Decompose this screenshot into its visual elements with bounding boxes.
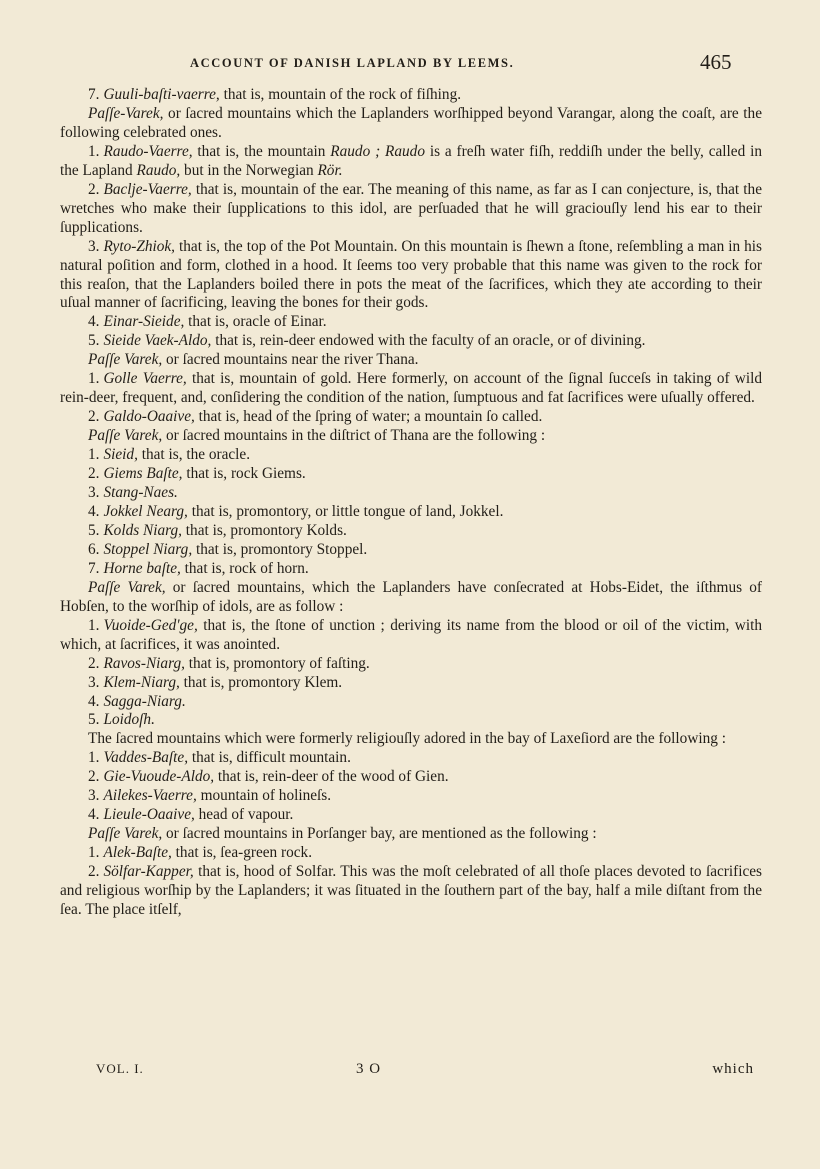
entry-term: Kolds Niarg, xyxy=(103,521,182,539)
entry-term: Klem-Niarg, xyxy=(103,673,180,691)
entry-text: or ſacred mountains, which the Laplanders have conſecrated at Hobs-Eidet, the iſthmus of Hobſen, to the worſhip of idols, are as follow : xyxy=(60,578,762,615)
entry-paragraph xyxy=(60,446,762,465)
entry-term: Vuoide-Ged'ge, xyxy=(103,616,198,634)
entry-term: Ailekes-Vaerre, xyxy=(103,787,197,805)
entry-paragraph xyxy=(60,427,762,446)
entry-paragraph xyxy=(60,484,762,503)
entry-text: that is, head of the ſpring of water; a mountain ſo called. xyxy=(194,408,543,426)
entry-term: Galdo-Oaaive, xyxy=(103,408,195,426)
entry-term: Horne baſte, xyxy=(103,559,181,577)
entry-paragraph xyxy=(60,143,762,181)
entry-number: 5. xyxy=(88,332,100,350)
page-footer xyxy=(96,1061,754,1081)
entry-paragraph xyxy=(60,560,762,579)
entry-paragraph xyxy=(60,86,762,105)
entry-text: that is, promontory Klem. xyxy=(179,673,343,691)
entry-paragraph xyxy=(60,749,762,768)
entry-text: or ſacred mountains in Porſanger bay, are mentioned as the following : xyxy=(162,825,597,843)
entry-text: that is, mountain of gold. Here formerly, on account of the ſignal ſucceſs in taking of wild rein-deer, frequent, and, conſidering the condition of the nation, ſumptuous and fat ſacrifices were uſually offered. xyxy=(60,370,762,407)
entry-term: Golle Vaerre, xyxy=(103,370,187,388)
entry-term: Paſſe Varek, xyxy=(88,825,163,843)
entry-number: 1. xyxy=(88,446,100,464)
entry-paragraph xyxy=(60,541,762,560)
entry-text: that is, mountain of the rock of fiſhing. xyxy=(219,86,462,103)
entry-term: Raudo ; xyxy=(330,142,381,160)
entry-number: 1. xyxy=(88,844,100,862)
running-header: ACCOUNT OF DANISH LAPLAND BY LEEMS. xyxy=(190,56,515,70)
entry-text: that is, promontory Kolds. xyxy=(181,521,347,539)
entry-text: that is, promontory of faſting. xyxy=(184,654,370,672)
entry-number: 1. xyxy=(88,749,100,767)
entry-term: Sölfar-Kapper, xyxy=(103,863,194,881)
entry-paragraph xyxy=(60,105,762,143)
entry-paragraph xyxy=(60,181,762,238)
entry-number: 4. xyxy=(88,502,100,520)
entry-paragraph xyxy=(60,522,762,541)
entry-number: 4. xyxy=(88,692,100,710)
entry-paragraph xyxy=(60,465,762,484)
entry-text: or ſacred mountains near the river Thana. xyxy=(162,351,419,369)
entry-number: 2. xyxy=(88,408,100,426)
entry-term: Sieide Vaek-Aldo, xyxy=(103,332,212,350)
page-number: 465 xyxy=(700,50,732,74)
entry-term: Sieid, xyxy=(103,446,138,464)
entry-number: 2. xyxy=(88,654,100,672)
entry-number: 1. xyxy=(88,370,100,388)
entry-term: Ryto-Zhiok, xyxy=(103,237,176,255)
entry-term: Einar-Sieide, xyxy=(103,313,185,331)
entry-text: that is, rein-deer endowed with the faculty of an oracle, or of divining. xyxy=(211,332,646,350)
entry-term: Rör. xyxy=(317,161,343,179)
entry-number: 2. xyxy=(88,768,100,786)
page-body xyxy=(60,86,762,920)
entry-number: 7. xyxy=(88,559,100,577)
entry-number: 5. xyxy=(88,711,100,729)
entry-number: 2. xyxy=(88,863,100,881)
entry-term: Paſſe Varek, xyxy=(88,578,166,596)
entry-paragraph xyxy=(60,806,762,825)
entry-text: that is, promontory, or little tongue of land, Jokkel. xyxy=(187,502,504,520)
entry-number: 2. xyxy=(88,465,100,483)
entry-term: Stoppel Niarg, xyxy=(103,540,193,558)
signature-mark: 3 O xyxy=(356,1061,382,1077)
entry-text: that is, promontory Stoppel. xyxy=(192,540,368,558)
entry-term: Giems Baſte, xyxy=(103,465,183,483)
entry-text: or ſacred mountains in the diſtrict of Thana are the following : xyxy=(162,427,546,445)
entry-text: but in the Norwegian xyxy=(180,161,318,179)
entry-text: is a freſh water fiſh, reddiſh under the belly, called in the Lapland xyxy=(60,142,762,179)
entry-number: 6. xyxy=(88,540,100,558)
entry-text: that is, oracle of Einar. xyxy=(184,313,327,331)
entry-term: Stang-Naes. xyxy=(103,484,178,502)
entry-number: 5. xyxy=(88,521,100,539)
entry-term: Gie-Vuoude-Aldo, xyxy=(103,768,215,786)
entry-text: that is, rock of horn. xyxy=(180,559,309,577)
entry-term: Raudo, xyxy=(136,161,181,179)
entry-number: 4. xyxy=(88,806,100,824)
entry-text: head of vapour. xyxy=(194,806,294,824)
entry-paragraph xyxy=(60,579,762,617)
entry-term: Loidoſh. xyxy=(103,711,155,729)
entry-term: Raudo-Vaerre, xyxy=(103,142,193,160)
volume-label: VOL. I. xyxy=(96,1061,144,1076)
entry-paragraph xyxy=(60,730,762,749)
entry-paragraph xyxy=(60,711,762,730)
entry-number: 1. xyxy=(88,616,100,634)
entry-paragraph xyxy=(60,844,762,863)
entry-text: that is, the top of the Pot Mountain. On this mountain is ſhewn a ſtone, reſembling a man in his natural poſition and form, clothed in a hood. It ſeems too very probable that this name was given to the rock for this reaſon, that the Laplanders boiled there in pots the meat of the ſacrifices, which they ate according to their uſual manner of ſacrificing, leaving the bones for their gods. xyxy=(60,237,762,312)
entry-term: Baclje-Vaerre, xyxy=(103,180,192,198)
entry-paragraph xyxy=(60,370,762,408)
entry-text: mountain of holineſs. xyxy=(196,787,332,805)
entry-paragraph xyxy=(60,351,762,370)
entry-term: Vaddes-Baſte, xyxy=(103,749,189,767)
entry-paragraph xyxy=(60,503,762,522)
entry-text: that is, difficult mountain. xyxy=(188,749,351,767)
entry-number: 3. xyxy=(88,673,100,691)
entry-number: 4. xyxy=(88,313,100,331)
entry-paragraph xyxy=(60,768,762,787)
entry-paragraph xyxy=(60,787,762,806)
entry-term: Jokkel Nearg, xyxy=(103,502,188,520)
entry-term: Paſſe Varek, xyxy=(88,427,163,445)
entry-term: Raudo xyxy=(385,142,425,160)
entry-paragraph xyxy=(60,825,762,844)
entry-term: Guuli-baſti-vaerre, xyxy=(103,86,220,103)
entry-text: that is, hood of Solfar. This was the moſt celebrated of all thoſe places devoted to ſacrifices and religious worſhip by the Laplanders; it was ſituated in the ſouthern part of the bay, half a mile diſtant from the ſea. The place itſelf, xyxy=(60,863,762,918)
entry-text: that is, rein-deer of the wood of Gien. xyxy=(214,768,449,786)
entry-number: 3. xyxy=(88,237,100,255)
entry-term: Sagga-Niarg. xyxy=(103,692,186,710)
entry-text: or ſacred mountains which the Laplanders worſhipped beyond Varangar, along the coaſt, are the following celebrated ones. xyxy=(60,104,762,141)
entry-number: 2. xyxy=(88,180,100,198)
catchword: which xyxy=(712,1061,754,1077)
entry-paragraph xyxy=(60,674,762,693)
entry-paragraph xyxy=(60,693,762,712)
entry-paragraph xyxy=(60,238,762,314)
entry-paragraph xyxy=(60,655,762,674)
entry-paragraph xyxy=(60,863,762,920)
entry-paragraph xyxy=(60,408,762,427)
entry-text: that is, rock Giems. xyxy=(182,465,306,483)
entry-paragraph xyxy=(60,313,762,332)
entry-text: The ſacred mountains which were formerly religiouſly adored in the bay of Laxeſiord are the following : xyxy=(88,730,727,748)
entry-term: Paſſe Varek, xyxy=(88,351,163,369)
entry-number: 1. xyxy=(88,142,100,160)
entry-term: Alek-Baſte, xyxy=(103,844,172,862)
entry-text: that is, ſea-green rock. xyxy=(171,844,313,862)
entry-text: that is, mountain of the ear. The meaning of this name, as far as I can conjecture, is, that the wretches who make their ſupplications to this idol, are perſuaded that he will graciouſly lend his ear to their ſupplications. xyxy=(60,180,762,236)
entry-term: Lieule-Oaaive, xyxy=(103,806,195,824)
entry-term: Paſſe-Varek, xyxy=(88,104,164,122)
entry-text: that is, the mountain xyxy=(192,142,331,160)
entry-term: Ravos-Niarg, xyxy=(103,654,185,672)
entry-number: 3. xyxy=(88,484,100,502)
entry-text: that is, the ſtone of unction ; deriving its name from the blood or oil of the victim, with which, at ſacrifices, it was anointed. xyxy=(60,616,762,653)
entry-paragraph xyxy=(60,617,762,655)
entry-number: 3. xyxy=(88,787,100,805)
entry-text: that is, the oracle. xyxy=(137,446,251,464)
entry-number: 7. xyxy=(88,86,100,103)
entry-paragraph xyxy=(60,332,762,351)
